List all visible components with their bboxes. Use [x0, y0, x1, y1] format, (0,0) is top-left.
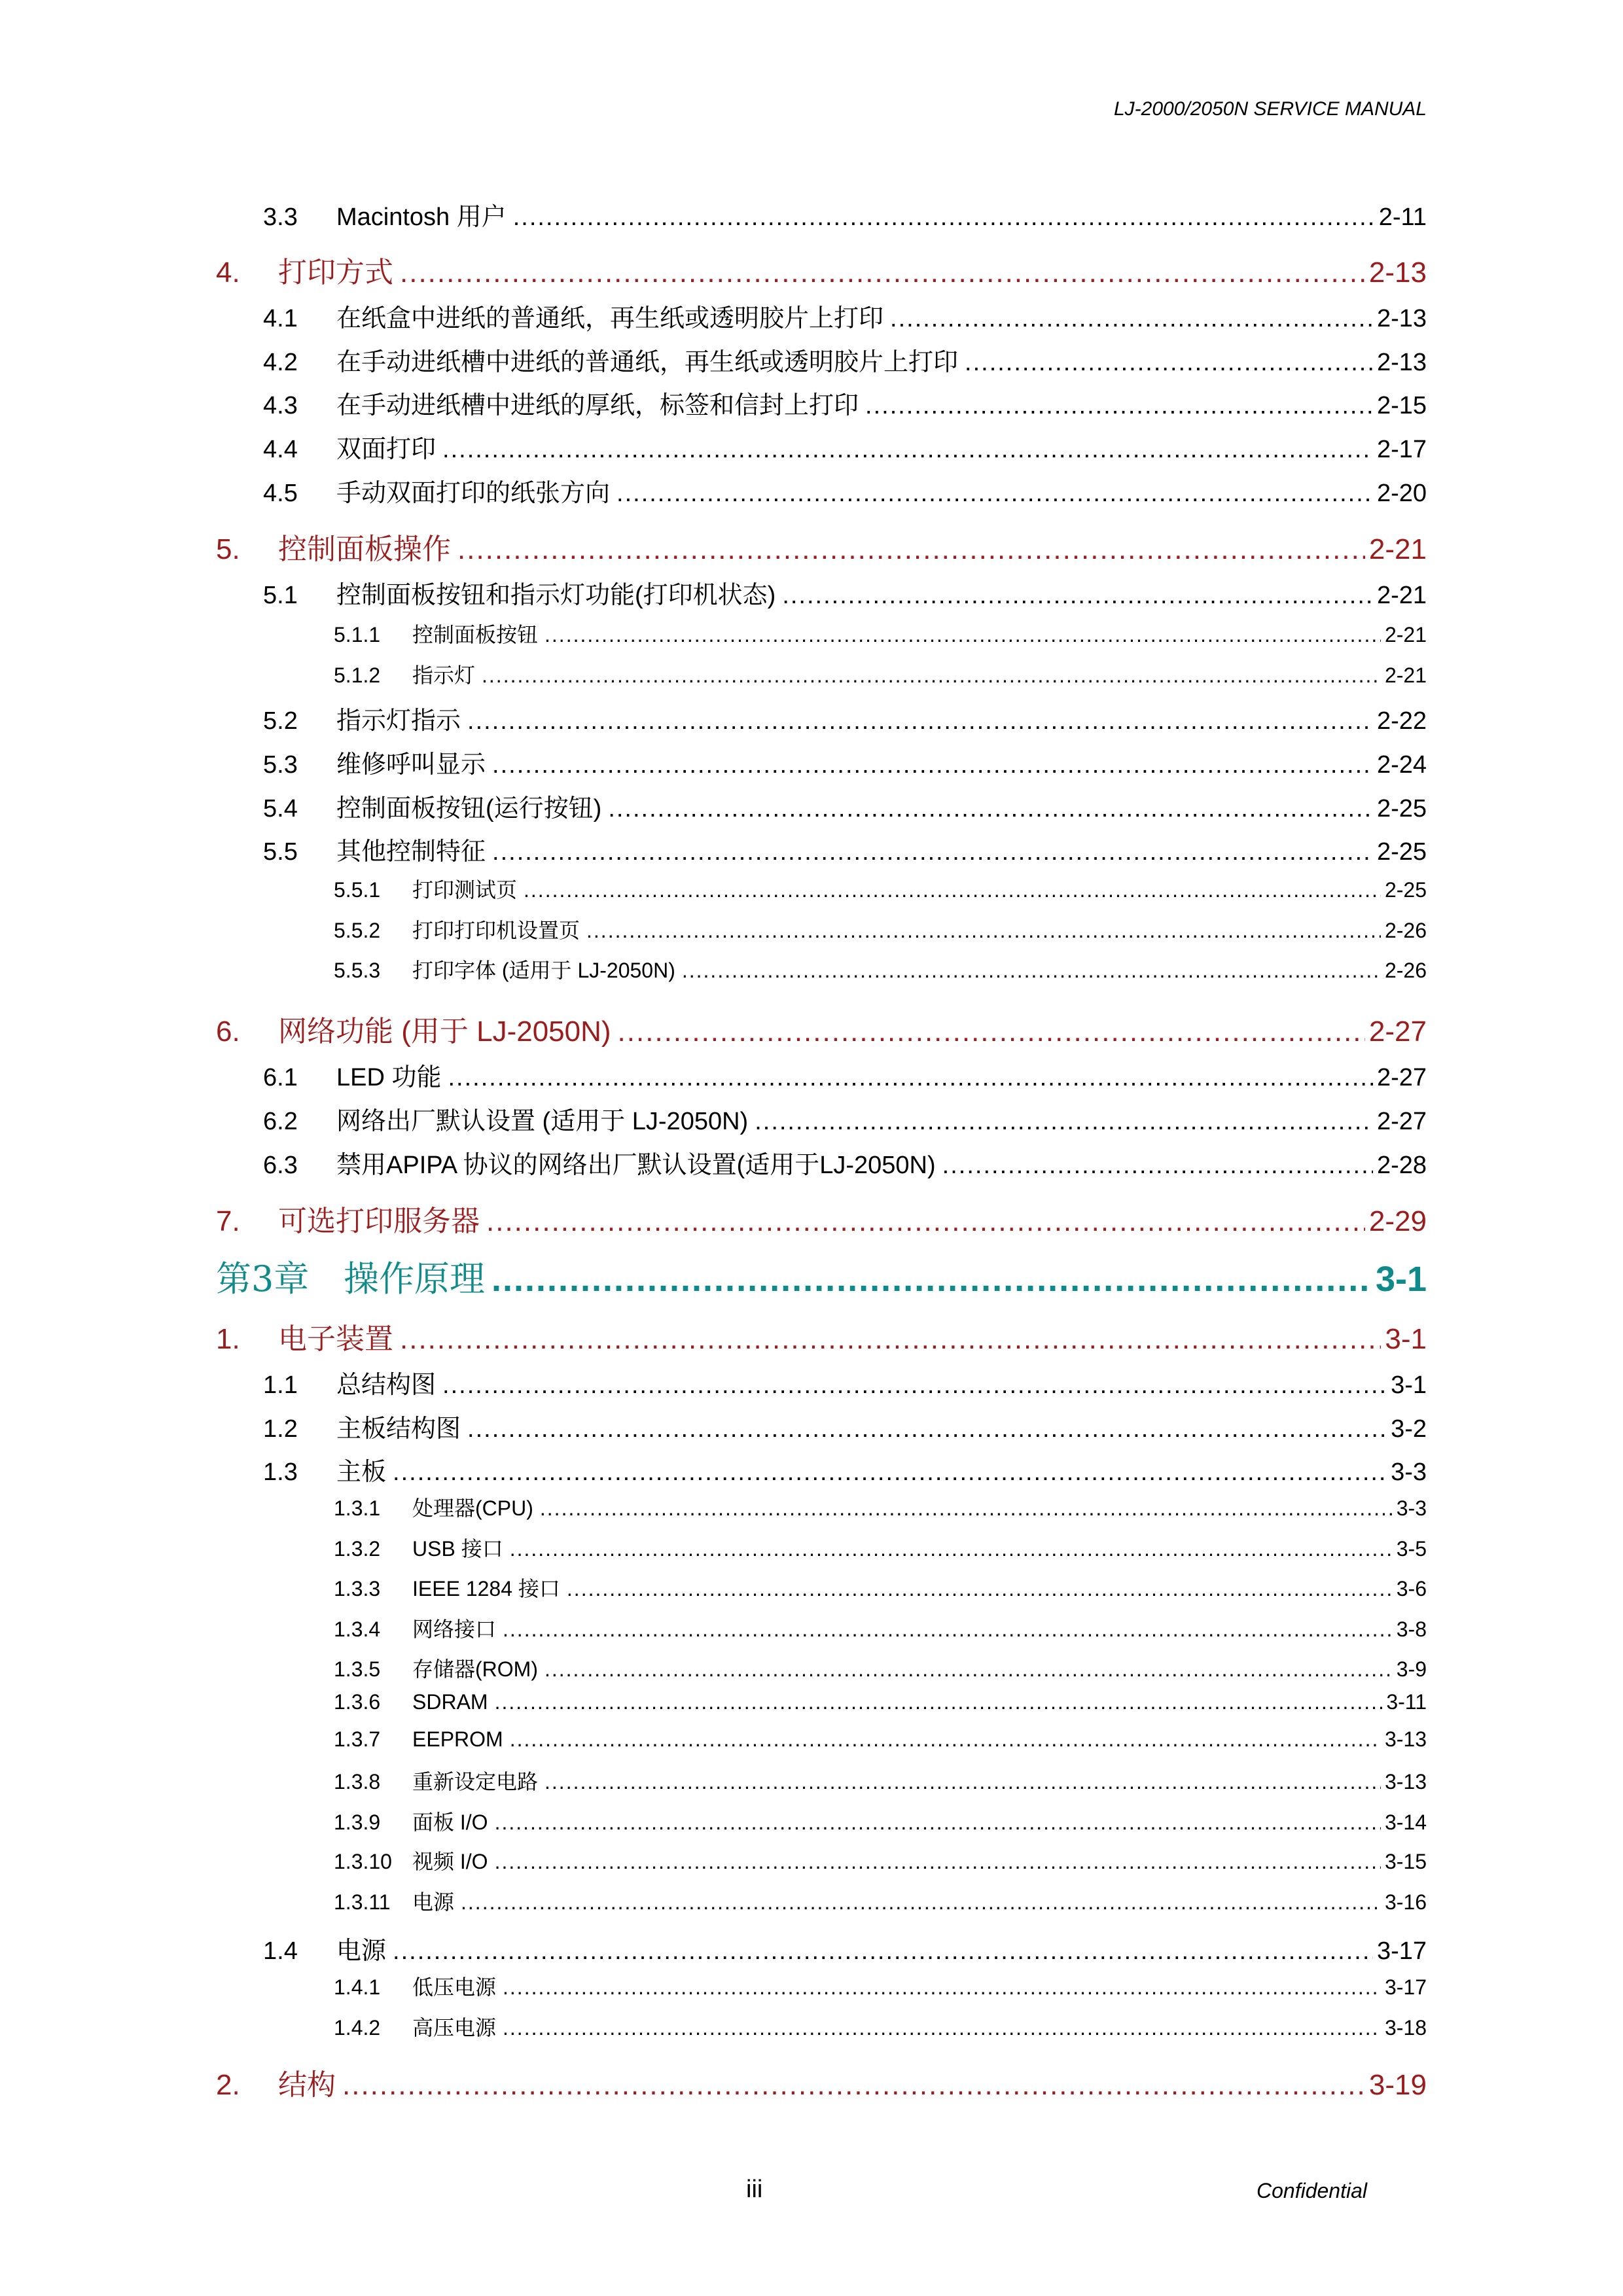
- toc-entry-title: 打印打印机设置页: [412, 919, 580, 942]
- toc-entry[interactable]: [263, 1144, 1427, 1180]
- toc-entry-number: 5.5: [263, 838, 298, 866]
- toc-entry-page: 2-27: [1376, 1064, 1427, 1091]
- toc-entry-title: 打印测试页: [412, 878, 518, 902]
- dot-leader: [503, 1617, 1393, 1642]
- dot-leader: [467, 1415, 1387, 1443]
- toc-entry-number: 1.3.2: [334, 1537, 381, 1561]
- toc-entry-number: 5.3: [263, 751, 298, 779]
- toc-entry-title: 处理器(CPU): [412, 1496, 533, 1520]
- toc-entry-page: 2-26: [1384, 959, 1427, 982]
- toc-entry[interactable]: [216, 249, 1427, 291]
- toc-entry[interactable]: [334, 1886, 1427, 1916]
- toc-entry-title: USB 接口: [412, 1537, 503, 1561]
- dot-leader: [486, 1205, 1365, 1238]
- dot-leader: [510, 1537, 1393, 1561]
- dot-leader: [492, 751, 1373, 779]
- dot-leader: [495, 1690, 1383, 1714]
- toc-entry-title: 在手动进纸槽中进纸的厚纸，标签和信封上打印: [336, 392, 859, 419]
- page-number: iii: [746, 2176, 763, 2203]
- toc-entry[interactable]: [334, 618, 1427, 648]
- toc-entry[interactable]: [216, 1008, 1427, 1050]
- toc-entry-number: 2.: [216, 2069, 240, 2101]
- toc-entry-title: 双面打印: [336, 436, 437, 463]
- toc-entry-title: 指示灯指示: [336, 707, 461, 735]
- toc-chapter-entry[interactable]: [216, 1251, 1427, 1301]
- dot-leader: [544, 1657, 1393, 1682]
- toc-entry-number: 5.5.2: [334, 919, 381, 942]
- toc-entry-number: 5.4: [263, 795, 298, 822]
- dot-leader: [513, 203, 1375, 232]
- dot-leader: [482, 663, 1381, 688]
- toc-entry-page: 3-2: [1391, 1415, 1427, 1443]
- toc-entry-title: 存储器(ROM): [412, 1657, 538, 1681]
- toc-entry-number: 1.3.6: [334, 1690, 381, 1714]
- toc-entry[interactable]: [334, 1765, 1427, 1795]
- toc-entry-number: 5.: [216, 533, 240, 565]
- dot-leader: [461, 1890, 1381, 1915]
- toc-entry-page: 3-17: [1384, 1975, 1427, 1999]
- toc-entry[interactable]: [263, 1930, 1427, 1966]
- toc-entry-page: 3-3: [1391, 1458, 1427, 1486]
- toc-entry-title: 维修呼叫显示: [336, 751, 486, 779]
- toc-entry-page: 3-1: [1391, 1371, 1427, 1399]
- dot-leader: [865, 392, 1373, 420]
- dot-leader: [755, 1108, 1373, 1136]
- dot-leader: [400, 256, 1365, 289]
- toc-entry-page: 2-13: [1368, 256, 1427, 289]
- toc-entry-number: 6.: [216, 1016, 240, 1048]
- toc-entry-title: 高压电源: [412, 2016, 497, 2040]
- toc-entry-number: 1.3.8: [334, 1770, 381, 1793]
- toc-entry-number: 1.3.11: [334, 1890, 391, 1914]
- toc-entry-title: 结构: [278, 2069, 336, 2101]
- toc-entry[interactable]: [334, 954, 1427, 984]
- toc-entry-page: 3-1: [1375, 1260, 1427, 1299]
- dot-leader: [491, 1259, 1372, 1299]
- toc-entry-page: 3-19: [1368, 2069, 1427, 2101]
- toc-entry-number: 1.3.9: [334, 1810, 381, 1834]
- toc-entry-number: 1.3: [263, 1458, 298, 1486]
- toc-entry-page: 2-26: [1384, 919, 1427, 942]
- toc-entry-title: 主板结构图: [336, 1415, 461, 1443]
- toc-entry[interactable]: [263, 574, 1427, 610]
- toc-entry-page: 3-13: [1384, 1770, 1427, 1793]
- dot-leader: [393, 1937, 1373, 1966]
- toc-entry-number: 5.5.1: [334, 878, 381, 902]
- dot-leader: [567, 1577, 1393, 1601]
- toc-entry-page: 2-17: [1376, 436, 1427, 463]
- toc-entry[interactable]: [334, 2011, 1427, 2041]
- toc-entry-page: 3-14: [1384, 1810, 1427, 1834]
- toc-entry-title: Macintosh 用户: [336, 203, 507, 231]
- toc-entry-title: 面板 I/O: [412, 1810, 488, 1834]
- toc-entry-number: 6.3: [263, 1152, 298, 1179]
- dot-leader: [400, 1323, 1381, 1356]
- toc-entry-page: 3-8: [1396, 1617, 1427, 1641]
- toc-entry-number: 1.3.7: [334, 1727, 381, 1751]
- toc-entry-number: 1.2: [263, 1415, 298, 1443]
- dot-leader: [342, 2069, 1365, 2102]
- dot-leader: [467, 707, 1373, 735]
- toc-entry[interactable]: [263, 472, 1427, 508]
- toc-entry-title: 电源: [412, 1890, 455, 1914]
- toc-entry[interactable]: [334, 874, 1427, 904]
- toc-entry-title: 重新设定电路: [412, 1770, 539, 1793]
- toc-entry-title: 操作原理: [344, 1258, 485, 1299]
- dot-leader: [782, 582, 1373, 610]
- toc-entry-title: 控制面板按钮(运行按钮): [336, 795, 602, 822]
- toc-entry-page: 3-1: [1385, 1323, 1427, 1355]
- toc-entry-page: 2-13: [1376, 305, 1427, 332]
- dot-leader: [682, 959, 1381, 983]
- dot-leader: [503, 1975, 1381, 2000]
- toc-entry-title: 手动双面打印的纸张方向: [336, 480, 611, 507]
- toc-entry-title: 低压电源: [412, 1975, 497, 1999]
- dot-leader: [540, 1496, 1393, 1521]
- dot-leader: [492, 838, 1373, 866]
- toc-entry-page: 2-28: [1376, 1152, 1427, 1179]
- toc-entry[interactable]: [263, 1451, 1427, 1487]
- toc-entry-title: 在纸盒中进纸的普通纸，再生纸或透明胶片上打印: [336, 305, 884, 332]
- toc-entry-title: 打印字体 (适用于 LJ-2050N): [412, 959, 675, 982]
- toc-entry-title: 网络接口: [412, 1617, 497, 1641]
- toc-entry-page: 2-15: [1376, 392, 1427, 419]
- dot-leader: [618, 1016, 1365, 1048]
- toc-entry-title: 打印方式: [278, 256, 393, 289]
- toc-entry[interactable]: [263, 700, 1427, 736]
- dot-leader: [442, 436, 1373, 464]
- toc-entry[interactable]: [334, 1845, 1427, 1875]
- toc-entry-number: 4.3: [263, 392, 298, 419]
- toc-entry[interactable]: [216, 2061, 1427, 2103]
- toc-entry-number: 1.4: [263, 1937, 298, 1965]
- toc-entry[interactable]: [216, 525, 1427, 567]
- toc-entry-number: 7.: [216, 1205, 240, 1237]
- toc-entry[interactable]: [334, 1971, 1427, 2001]
- toc-entry-page: 3-18: [1384, 2016, 1427, 2040]
- toc-entry-title: 总结构图: [336, 1371, 437, 1399]
- toc-entry-title: 主板: [336, 1458, 387, 1486]
- toc-entry-number: 第3章: [216, 1258, 310, 1299]
- dot-leader: [495, 1850, 1381, 1874]
- toc-entry[interactable]: [263, 342, 1427, 378]
- toc-entry-number: 5.1: [263, 582, 298, 609]
- dot-leader: [544, 1770, 1381, 1794]
- toc-entry-page: 2-21: [1376, 582, 1427, 609]
- toc-entry-page: 2-27: [1368, 1016, 1427, 1048]
- toc-entry-title: IEEE 1284 接口: [412, 1577, 560, 1600]
- toc-entry-page: 3-3: [1396, 1496, 1427, 1520]
- toc-entry-title: LED 功能: [336, 1064, 442, 1091]
- toc-entry[interactable]: [334, 1727, 1427, 1752]
- toc-entry-number: 4.2: [263, 349, 298, 376]
- toc-entry-number: 6.2: [263, 1108, 298, 1135]
- toc-entry-number: 1.4.2: [334, 2016, 381, 2040]
- toc-entry-title: 电源: [336, 1937, 387, 1965]
- toc-entry[interactable]: [263, 1101, 1427, 1137]
- toc-entry-number: 4.4: [263, 436, 298, 463]
- toc-entry[interactable]: [334, 1492, 1427, 1522]
- toc-entry-page: 2-11: [1378, 203, 1427, 231]
- toc-entry-title: 可选打印服务器: [278, 1205, 480, 1237]
- toc-entry-title: 网络功能 (用于 LJ-2050N): [278, 1016, 611, 1048]
- toc-entry-page: 3-9: [1396, 1657, 1427, 1681]
- toc-entry-page: 2-29: [1368, 1205, 1427, 1237]
- toc-entry-page: 3-11: [1386, 1690, 1427, 1714]
- toc-entry[interactable]: [334, 1572, 1427, 1602]
- toc-entry-number: 5.5.3: [334, 959, 381, 982]
- toc-entry[interactable]: [263, 385, 1427, 421]
- toc-entry-title: 禁用APIPA 协议的网络出厂默认设置(适用于LJ-2050N): [336, 1152, 936, 1179]
- toc-entry-title: 视频 I/O: [412, 1850, 488, 1873]
- toc-entry-title: 指示灯: [412, 663, 476, 687]
- toc-entry-title: 电子装置: [278, 1323, 393, 1355]
- toc-entry-number: 5.1.1: [334, 623, 381, 646]
- toc-entry-number: 4.1: [263, 305, 298, 332]
- dot-leader: [890, 305, 1373, 333]
- toc-entry[interactable]: [334, 659, 1427, 689]
- dot-leader: [503, 2016, 1381, 2040]
- toc-entry-number: 3.3: [263, 203, 298, 231]
- toc-entry[interactable]: [334, 1653, 1427, 1683]
- toc-entry-page: 3-13: [1384, 1727, 1427, 1751]
- toc-entry[interactable]: [263, 1057, 1427, 1093]
- toc-entry-page: 2-25: [1376, 838, 1427, 866]
- dot-leader: [942, 1152, 1373, 1180]
- dot-leader: [586, 919, 1381, 943]
- toc-entry[interactable]: [334, 1613, 1427, 1643]
- dot-leader: [393, 1458, 1387, 1487]
- toc-entry[interactable]: [263, 1408, 1427, 1444]
- toc-entry-page: 2-24: [1376, 751, 1427, 779]
- toc-entry-title: 控制面板操作: [278, 533, 451, 565]
- dot-leader: [608, 795, 1373, 823]
- toc-entry-page: 3-16: [1384, 1890, 1427, 1914]
- toc-entry[interactable]: [334, 914, 1427, 944]
- confidential-label: Confidential: [1257, 2179, 1367, 2202]
- toc-entry[interactable]: [334, 1806, 1427, 1836]
- toc-entry[interactable]: [263, 744, 1427, 780]
- toc-entry-page: 3-17: [1376, 1937, 1427, 1965]
- toc-entry[interactable]: [263, 298, 1427, 334]
- toc-entry[interactable]: [334, 1690, 1427, 1714]
- toc-entry-title: 在手动进纸槽中进纸的普通纸，再生纸或透明胶片上打印: [336, 349, 959, 376]
- toc-entry-number: 5.2: [263, 707, 298, 735]
- toc-entry-page: 2-27: [1376, 1108, 1427, 1135]
- toc-entry-page: 3-5: [1396, 1537, 1427, 1561]
- toc-entry[interactable]: [263, 196, 1427, 232]
- dot-leader: [510, 1727, 1381, 1752]
- toc-entry[interactable]: [263, 788, 1427, 824]
- toc-entry-number: 1.4.1: [334, 1975, 381, 1999]
- toc-entry-number: 1.3.3: [334, 1577, 381, 1600]
- dot-leader: [457, 533, 1365, 566]
- toc-entry-page: 3-6: [1396, 1577, 1427, 1600]
- toc-entry-number: 1.3.10: [334, 1850, 392, 1873]
- toc-entry-number: 6.1: [263, 1064, 298, 1091]
- toc-entry[interactable]: [263, 831, 1427, 867]
- toc-entry-page: 2-21: [1384, 623, 1427, 646]
- dot-leader: [524, 878, 1381, 902]
- toc-entry-title: 其他控制特征: [336, 838, 486, 866]
- toc-entry-number: 4.5: [263, 480, 298, 507]
- toc-entry[interactable]: [216, 1315, 1427, 1357]
- toc-entry-number: 4.: [216, 256, 240, 289]
- toc-entry-number: 1.: [216, 1323, 240, 1355]
- toc-entry-number: 5.1.2: [334, 663, 381, 687]
- document-header: LJ-2000/2050N SERVICE MANUAL: [1113, 98, 1427, 120]
- toc-entry-page: 2-21: [1368, 533, 1427, 565]
- toc-entry-page: 3-15: [1384, 1850, 1427, 1873]
- dot-leader: [442, 1371, 1387, 1400]
- toc-entry-page: 2-13: [1376, 349, 1427, 376]
- toc-entry-title: 控制面板按钮: [412, 623, 539, 646]
- toc-entry-title: EEPROM: [412, 1727, 503, 1751]
- dot-leader: [616, 480, 1373, 508]
- toc-entry-number: 1.3.1: [334, 1496, 381, 1520]
- toc-entry[interactable]: [263, 429, 1427, 465]
- toc-entry[interactable]: [216, 1197, 1427, 1239]
- toc-entry-number: 1.1: [263, 1371, 298, 1399]
- toc-entry-number: 1.3.4: [334, 1617, 381, 1641]
- toc-entry-page: 2-21: [1384, 663, 1427, 687]
- toc-entry[interactable]: [334, 1532, 1427, 1563]
- toc-entry[interactable]: [263, 1364, 1427, 1400]
- toc-entry-title: 控制面板按钮和指示灯功能(打印机状态): [336, 582, 776, 609]
- toc-entry-page: 2-25: [1384, 878, 1427, 902]
- toc-entry-title: 网络出厂默认设置 (适用于 LJ-2050N): [336, 1108, 749, 1135]
- toc-entry-number: 1.3.5: [334, 1657, 381, 1681]
- toc-entry-title: SDRAM: [412, 1690, 488, 1714]
- toc-entry-page: 2-22: [1376, 707, 1427, 735]
- dot-leader: [965, 349, 1373, 377]
- dot-leader: [495, 1810, 1381, 1835]
- toc-entry-page: 2-25: [1376, 795, 1427, 822]
- dot-leader: [544, 623, 1381, 647]
- toc-entry-page: 2-20: [1376, 480, 1427, 507]
- dot-leader: [448, 1064, 1372, 1092]
